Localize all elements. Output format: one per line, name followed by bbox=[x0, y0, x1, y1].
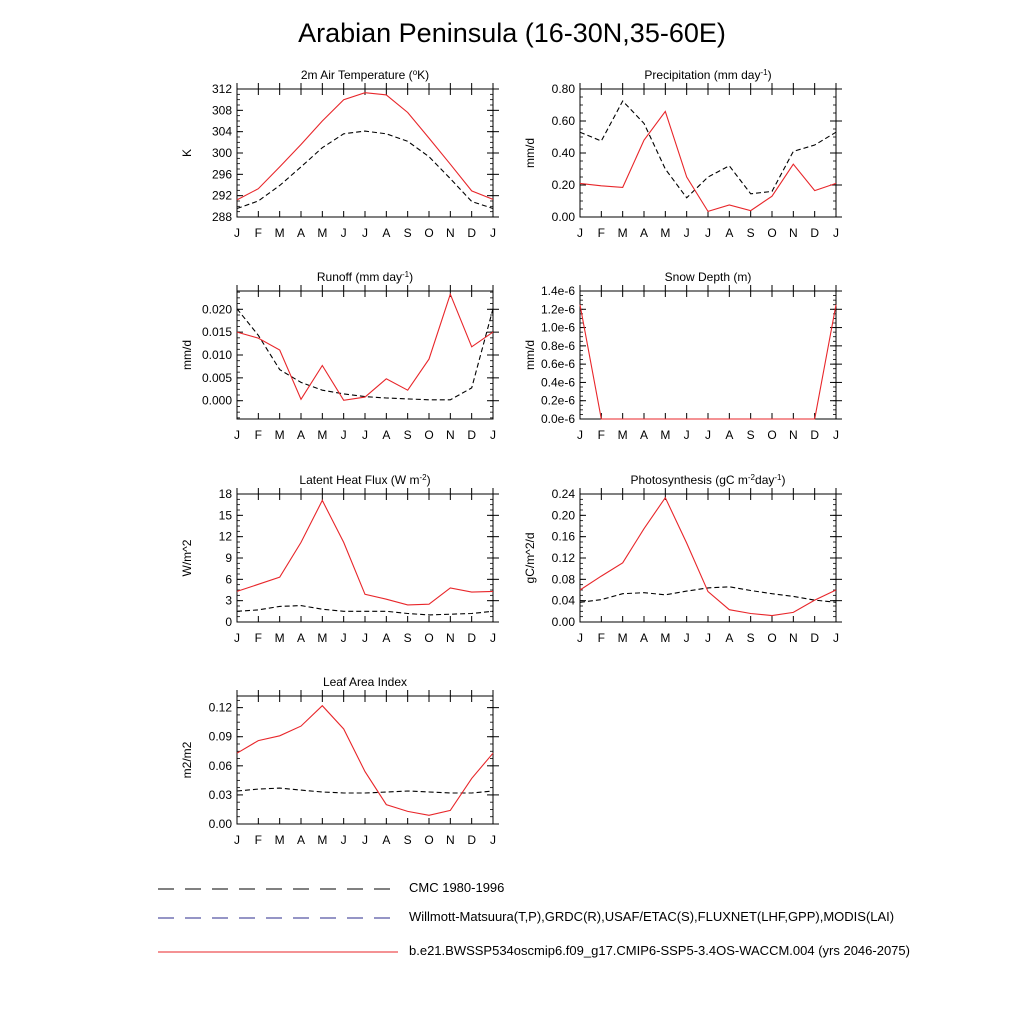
series-line-solid bbox=[237, 706, 493, 816]
x-tick-label: J bbox=[362, 631, 368, 645]
x-tick-label: A bbox=[296, 428, 306, 442]
y-tick-label: 0.03 bbox=[208, 787, 232, 802]
y-axis-label: m2/m2 bbox=[180, 741, 194, 779]
x-tick-label: A bbox=[296, 631, 306, 645]
y-tick-label: 6 bbox=[225, 572, 232, 587]
y-tick-label: 0.2e-6 bbox=[540, 393, 575, 408]
y-axis-label: mm/d bbox=[523, 138, 537, 168]
x-tick-label: J bbox=[340, 428, 347, 442]
x-tick-label: J bbox=[234, 428, 240, 442]
plot-frame bbox=[237, 494, 493, 622]
snow-depth-panel bbox=[523, 270, 842, 442]
y-tick-label: 0 bbox=[225, 615, 232, 629]
x-tick-label: A bbox=[382, 226, 391, 240]
x-tick-label: S bbox=[403, 833, 412, 847]
y-tick-label: 15 bbox=[218, 508, 232, 523]
y-tick-label: 0.20 bbox=[551, 508, 575, 523]
panel-title: Leaf Area Index bbox=[322, 675, 408, 689]
panel-title: Precipitation (mm day$^{-1}$) bbox=[644, 67, 772, 82]
x-tick-label: M bbox=[617, 428, 628, 442]
x-tick-label: A bbox=[725, 631, 734, 645]
y-tick-label: 9 bbox=[225, 551, 232, 565]
x-tick-label: D bbox=[810, 428, 820, 442]
y-tick-label: 0.12 bbox=[208, 700, 232, 715]
x-tick-label: J bbox=[705, 428, 711, 442]
panel-title: Snow Depth (m) bbox=[664, 270, 752, 284]
y-tick-label: 0.0e-6 bbox=[540, 412, 575, 426]
y-tick-label: 0.80 bbox=[551, 82, 575, 96]
x-tick-label: M bbox=[274, 226, 285, 240]
x-tick-label: M bbox=[317, 833, 328, 847]
x-tick-label: D bbox=[467, 631, 477, 645]
x-tick-label: N bbox=[788, 428, 798, 442]
series-line-solid bbox=[237, 500, 493, 605]
x-tick-label: O bbox=[424, 428, 434, 442]
legend-label-2: b.e21.BWSSP534oscmip6.f09_g17.CMIP6-SSP5-3.4OS-WACCM.004 (yrs 2046-2075) bbox=[409, 943, 910, 958]
y-tick-label: 0.08 bbox=[551, 572, 575, 587]
series-line-solid bbox=[580, 111, 836, 211]
y-tick-label: 0.010 bbox=[201, 348, 232, 362]
plot-frame bbox=[237, 89, 493, 217]
x-tick-label: S bbox=[746, 226, 755, 240]
panel-title: 2m Air Temperature ($^o$K) bbox=[300, 67, 430, 82]
x-tick-label: J bbox=[362, 226, 368, 240]
x-tick-label: F bbox=[597, 631, 606, 645]
plot-frame bbox=[237, 291, 493, 419]
x-tick-label: A bbox=[639, 631, 649, 645]
y-tick-label: 0.000 bbox=[201, 393, 232, 408]
y-tick-label: 0.40 bbox=[551, 146, 575, 160]
y-tick-label: 18 bbox=[218, 487, 232, 501]
y-tick-label: 0.00 bbox=[551, 210, 575, 224]
x-tick-label: J bbox=[577, 631, 583, 645]
latent-heat-panel bbox=[180, 473, 499, 646]
y-tick-label: 0.06 bbox=[208, 758, 232, 773]
y-tick-label: 0.09 bbox=[208, 729, 232, 744]
x-tick-label: S bbox=[403, 631, 412, 645]
y-axis-label: K bbox=[180, 148, 194, 158]
x-tick-label: A bbox=[296, 833, 306, 847]
x-tick-label: J bbox=[577, 226, 583, 240]
x-tick-label: J bbox=[490, 631, 496, 645]
x-tick-label: N bbox=[788, 226, 798, 240]
x-tick-label: S bbox=[403, 226, 412, 240]
x-tick-label: O bbox=[767, 226, 777, 240]
series-line-dashed bbox=[580, 587, 836, 603]
x-tick-label: J bbox=[833, 226, 839, 240]
x-tick-label: A bbox=[382, 833, 391, 847]
x-tick-label: A bbox=[725, 428, 734, 442]
series-line-solid bbox=[580, 305, 836, 419]
x-tick-label: J bbox=[683, 428, 690, 442]
x-tick-label: J bbox=[705, 226, 711, 240]
y-tick-label: 1.0e-6 bbox=[540, 320, 575, 335]
x-tick-label: J bbox=[362, 428, 368, 442]
y-axis-label: W/m^2 bbox=[180, 539, 194, 577]
x-tick-label: F bbox=[254, 428, 263, 442]
y-tick-label: 0.8e-6 bbox=[540, 338, 575, 353]
y-tick-label: 0.20 bbox=[551, 178, 575, 192]
x-tick-label: M bbox=[274, 833, 285, 847]
y-tick-label: 0.00 bbox=[208, 817, 232, 831]
x-tick-label: F bbox=[254, 226, 263, 240]
x-tick-label: J bbox=[340, 226, 347, 240]
x-tick-label: M bbox=[274, 631, 285, 645]
y-tick-label: 0.24 bbox=[551, 487, 575, 501]
x-tick-label: F bbox=[597, 428, 606, 442]
x-tick-label: A bbox=[639, 226, 649, 240]
y-tick-label: 300 bbox=[211, 146, 232, 160]
x-tick-label: N bbox=[445, 428, 455, 442]
x-tick-label: J bbox=[683, 631, 690, 645]
y-tick-label: 3 bbox=[225, 593, 232, 608]
y-tick-label: 0.4e-6 bbox=[540, 375, 575, 390]
y-tick-label: 12 bbox=[218, 529, 232, 544]
x-tick-label: A bbox=[296, 226, 306, 240]
panel-title: Photosynthesis (gC $m^{-2}day^{-1}$) bbox=[630, 472, 786, 487]
x-tick-label: N bbox=[445, 226, 455, 240]
x-tick-label: D bbox=[467, 226, 477, 240]
x-tick-label: J bbox=[234, 631, 240, 645]
x-tick-label: D bbox=[467, 428, 477, 442]
y-tick-label: 0.00 bbox=[551, 615, 575, 629]
x-tick-label: J bbox=[683, 226, 690, 240]
series-line-solid bbox=[580, 498, 836, 616]
y-tick-label: 308 bbox=[211, 103, 232, 118]
x-tick-label: O bbox=[767, 428, 777, 442]
legend-label-0: CMC 1980-1996 bbox=[409, 880, 505, 895]
y-tick-label: 0.005 bbox=[201, 370, 232, 385]
y-axis-label: mm/d bbox=[180, 340, 194, 370]
x-tick-label: J bbox=[833, 631, 839, 645]
legend-label-1: Willmott-Matsuura(T,P),GRDC(R),USAF/ETAC(S),FLUXNET(LHF,GPP),MODIS(LAI) bbox=[409, 909, 895, 924]
x-tick-label: S bbox=[746, 428, 755, 442]
x-tick-label: J bbox=[340, 833, 347, 847]
x-tick-label: M bbox=[617, 226, 628, 240]
x-tick-label: O bbox=[424, 833, 434, 847]
series-line-dashed bbox=[237, 606, 493, 615]
y-tick-label: 0.6e-6 bbox=[540, 357, 575, 372]
x-tick-label: M bbox=[317, 631, 328, 645]
x-tick-label: J bbox=[234, 833, 240, 847]
x-tick-label: J bbox=[362, 833, 368, 847]
x-tick-label: J bbox=[340, 631, 347, 645]
leaf-area-index-panel bbox=[180, 675, 499, 847]
y-tick-label: 1.2e-6 bbox=[540, 302, 575, 317]
x-tick-label: J bbox=[577, 428, 583, 442]
x-tick-label: D bbox=[467, 833, 477, 847]
x-tick-label: M bbox=[617, 631, 628, 645]
x-tick-label: N bbox=[445, 833, 455, 847]
y-tick-label: 288 bbox=[211, 210, 232, 224]
plot-frame bbox=[580, 291, 836, 419]
runoff-panel bbox=[180, 270, 499, 443]
series-line-dashed bbox=[580, 101, 836, 198]
y-tick-label: 0.12 bbox=[551, 551, 575, 565]
x-tick-label: F bbox=[254, 833, 263, 847]
x-tick-label: M bbox=[317, 226, 328, 240]
x-tick-label: A bbox=[382, 631, 391, 645]
series-line-dashed bbox=[237, 309, 493, 400]
x-tick-label: J bbox=[705, 631, 711, 645]
x-tick-label: M bbox=[274, 428, 285, 442]
x-tick-label: M bbox=[660, 631, 671, 645]
x-tick-label: A bbox=[382, 428, 391, 442]
y-tick-label: 0.04 bbox=[551, 593, 575, 608]
x-tick-label: S bbox=[403, 428, 412, 442]
photosynthesis-panel bbox=[523, 473, 842, 646]
x-tick-label: J bbox=[234, 226, 240, 240]
x-tick-label: O bbox=[767, 631, 777, 645]
y-axis-label: mm/d bbox=[523, 340, 537, 370]
y-tick-label: 1.4e-6 bbox=[540, 284, 575, 298]
x-tick-label: D bbox=[810, 226, 820, 240]
y-tick-label: 0.60 bbox=[551, 114, 575, 128]
precipitation-panel bbox=[523, 68, 842, 241]
x-tick-label: O bbox=[424, 226, 434, 240]
y-tick-label: 312 bbox=[211, 82, 232, 96]
x-tick-label: S bbox=[746, 631, 755, 645]
x-tick-label: J bbox=[490, 833, 496, 847]
x-tick-label: D bbox=[810, 631, 820, 645]
y-tick-label: 0.16 bbox=[551, 529, 575, 544]
series-line-dashed bbox=[237, 788, 493, 793]
y-tick-label: 292 bbox=[211, 188, 232, 203]
x-tick-label: J bbox=[490, 226, 496, 240]
x-tick-label: J bbox=[833, 428, 839, 442]
x-tick-label: A bbox=[639, 428, 649, 442]
x-tick-label: N bbox=[788, 631, 798, 645]
x-tick-label: M bbox=[317, 428, 328, 442]
series-line-solid bbox=[237, 294, 493, 400]
x-tick-label: A bbox=[725, 226, 734, 240]
x-tick-label: M bbox=[660, 226, 671, 240]
panel-title: Runoff (mm day$^{-1}$) bbox=[316, 269, 414, 284]
temperature-panel bbox=[180, 68, 499, 241]
y-tick-label: 0.015 bbox=[201, 325, 232, 340]
x-tick-label: J bbox=[490, 428, 496, 442]
x-tick-label: M bbox=[660, 428, 671, 442]
y-axis-label: gC/m^2/d bbox=[523, 532, 537, 584]
x-tick-label: O bbox=[424, 631, 434, 645]
x-tick-label: F bbox=[597, 226, 606, 240]
y-tick-label: 296 bbox=[211, 167, 232, 182]
y-tick-label: 304 bbox=[211, 124, 232, 139]
page-title: Arabian Peninsula (16-30N,35-60E) bbox=[298, 18, 726, 48]
panel-title: Latent Heat Flux (W $m^{-2}$) bbox=[299, 472, 431, 487]
y-tick-label: 0.020 bbox=[201, 302, 232, 317]
plot-frame bbox=[580, 494, 836, 622]
x-tick-label: N bbox=[445, 631, 455, 645]
x-tick-label: F bbox=[254, 631, 263, 645]
